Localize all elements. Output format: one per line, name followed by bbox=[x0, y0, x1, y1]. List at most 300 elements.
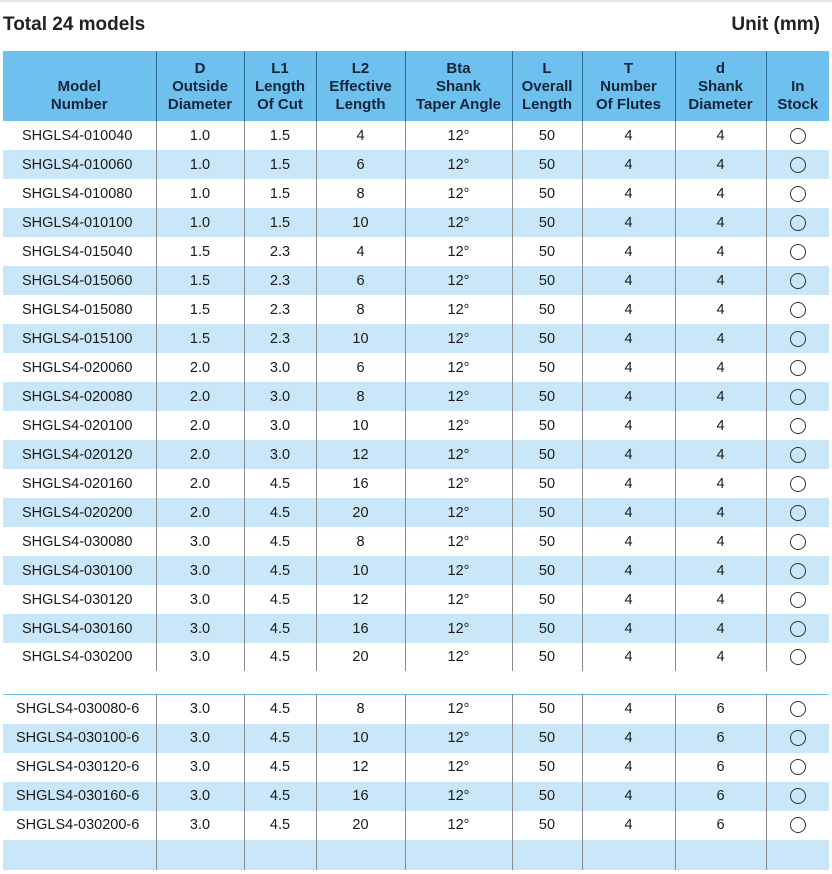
table-cell: 3.0 bbox=[156, 811, 244, 840]
table-cell: 4 bbox=[582, 353, 675, 382]
table-cell: 12° bbox=[405, 237, 512, 266]
model-number-cell: SHGLS4-020080 bbox=[3, 382, 156, 411]
table-cell: 50 bbox=[512, 469, 582, 498]
table-cell: 2.0 bbox=[156, 411, 244, 440]
table-row bbox=[3, 150, 829, 179]
table-row bbox=[3, 440, 829, 469]
model-number-cell: SHGLS4-010060 bbox=[3, 150, 156, 179]
table-cell: 50 bbox=[512, 585, 582, 614]
model-number-cell: SHGLS4-030160 bbox=[3, 614, 156, 643]
circle-icon bbox=[790, 788, 806, 804]
empty-cell bbox=[3, 840, 156, 870]
table-cell: 12° bbox=[405, 121, 512, 150]
table-cell: 20 bbox=[316, 498, 405, 527]
circle-icon bbox=[790, 331, 806, 347]
table-cell: 4 bbox=[582, 208, 675, 237]
table-cell: 12 bbox=[316, 753, 405, 782]
table-cell: 10 bbox=[316, 724, 405, 753]
table-cell: 4 bbox=[582, 556, 675, 585]
table-cell: 4 bbox=[582, 643, 675, 671]
model-number-cell: SHGLS4-015100 bbox=[3, 324, 156, 353]
column-header-1 bbox=[156, 51, 244, 121]
table-cell: 4 bbox=[675, 237, 766, 266]
empty-cell bbox=[582, 840, 675, 870]
table-cell: 12° bbox=[405, 353, 512, 382]
in-stock-cell bbox=[766, 469, 829, 498]
empty-row bbox=[3, 840, 829, 870]
in-stock-cell bbox=[766, 237, 829, 266]
table-cell: 4 bbox=[675, 440, 766, 469]
circle-icon bbox=[790, 157, 806, 173]
table-row bbox=[3, 585, 829, 614]
table-cell: 12° bbox=[405, 782, 512, 811]
column-header-line: T bbox=[623, 60, 634, 77]
column-header-line: Shank bbox=[435, 78, 481, 95]
table-cell: 4 bbox=[675, 150, 766, 179]
table-row bbox=[3, 643, 829, 671]
model-number-cell: SHGLS4-030200 bbox=[3, 643, 156, 671]
table-cell: 4.5 bbox=[244, 614, 316, 643]
table-cell: 4 bbox=[582, 150, 675, 179]
table-cell: 50 bbox=[512, 614, 582, 643]
circle-icon bbox=[790, 273, 806, 289]
table-row bbox=[3, 411, 829, 440]
column-header-5 bbox=[512, 51, 582, 121]
table-cell: 6 bbox=[675, 811, 766, 840]
table-cell: 50 bbox=[512, 695, 582, 724]
in-stock-cell bbox=[766, 353, 829, 382]
table-cell: 12° bbox=[405, 643, 512, 671]
table-cell: 4 bbox=[675, 208, 766, 237]
circle-icon bbox=[790, 186, 806, 202]
in-stock-cell bbox=[766, 527, 829, 556]
table-cell: 50 bbox=[512, 440, 582, 469]
table-cell: 50 bbox=[512, 121, 582, 150]
table-cell: 1.5 bbox=[156, 237, 244, 266]
table-cell: 4 bbox=[582, 179, 675, 208]
table-cell: 10 bbox=[316, 556, 405, 585]
column-header-4 bbox=[405, 51, 512, 121]
table-cell: 2.0 bbox=[156, 469, 244, 498]
in-stock-cell bbox=[766, 811, 829, 840]
table-row bbox=[3, 382, 829, 411]
table-cell: 1.5 bbox=[156, 324, 244, 353]
in-stock-cell bbox=[766, 411, 829, 440]
circle-icon bbox=[790, 701, 806, 717]
model-number-cell: SHGLS4-020100 bbox=[3, 411, 156, 440]
table-cell: 3.0 bbox=[156, 527, 244, 556]
table-header-row bbox=[3, 51, 829, 121]
table-cell: 12 bbox=[316, 585, 405, 614]
table-cell: 3.0 bbox=[244, 382, 316, 411]
model-number-cell: SHGLS4-015040 bbox=[3, 237, 156, 266]
in-stock-cell bbox=[766, 121, 829, 150]
table-cell: 12° bbox=[405, 585, 512, 614]
empty-cell bbox=[316, 840, 405, 870]
table-cell: 4 bbox=[675, 353, 766, 382]
model-number-cell: SHGLS4-010040 bbox=[3, 121, 156, 150]
table-cell: 12° bbox=[405, 724, 512, 753]
table-cell: 10 bbox=[316, 411, 405, 440]
table-cell: 12° bbox=[405, 695, 512, 724]
table-cell: 6 bbox=[675, 695, 766, 724]
empty-cell bbox=[244, 840, 316, 870]
table-cell: 3.0 bbox=[156, 724, 244, 753]
in-stock-cell bbox=[766, 179, 829, 208]
table-cell: 4 bbox=[675, 556, 766, 585]
table-cell: 12° bbox=[405, 811, 512, 840]
table-cell: 1.5 bbox=[244, 179, 316, 208]
model-number-cell: SHGLS4-020120 bbox=[3, 440, 156, 469]
table-cell: 4 bbox=[582, 585, 675, 614]
model-number-cell: SHGLS4-030120 bbox=[3, 585, 156, 614]
table-cell: 4 bbox=[582, 266, 675, 295]
table-cell: 8 bbox=[316, 179, 405, 208]
column-header-line: d bbox=[715, 60, 726, 77]
circle-icon bbox=[790, 759, 806, 775]
table-cell: 2.0 bbox=[156, 353, 244, 382]
circle-icon bbox=[790, 730, 806, 746]
table-cell: 3.0 bbox=[156, 585, 244, 614]
table-cell: 2.3 bbox=[244, 295, 316, 324]
in-stock-cell bbox=[766, 782, 829, 811]
table-cell: 50 bbox=[512, 150, 582, 179]
table-cell: 12° bbox=[405, 753, 512, 782]
table-cell: 4 bbox=[675, 295, 766, 324]
table-cell: 1.5 bbox=[244, 121, 316, 150]
table-cell: 2.3 bbox=[244, 266, 316, 295]
table-cell: 4 bbox=[582, 382, 675, 411]
table-cell: 4.5 bbox=[244, 695, 316, 724]
in-stock-cell bbox=[766, 324, 829, 353]
table-cell: 6 bbox=[316, 150, 405, 179]
table-cell: 50 bbox=[512, 643, 582, 671]
circle-icon bbox=[790, 128, 806, 144]
table-cell: 50 bbox=[512, 527, 582, 556]
column-header-line: Length bbox=[255, 78, 305, 95]
table-cell: 4 bbox=[582, 753, 675, 782]
model-number-cell: SHGLS4-030080-6 bbox=[3, 695, 156, 724]
in-stock-cell bbox=[766, 150, 829, 179]
table-cell: 50 bbox=[512, 811, 582, 840]
table-cell: 3.0 bbox=[156, 695, 244, 724]
table-cell: 12° bbox=[405, 440, 512, 469]
models-table-6mm-shank bbox=[3, 694, 829, 870]
table-cell: 4 bbox=[675, 382, 766, 411]
in-stock-cell bbox=[766, 556, 829, 585]
empty-cell bbox=[405, 840, 512, 870]
table-cell: 50 bbox=[512, 353, 582, 382]
table-cell: 6 bbox=[316, 353, 405, 382]
table-cell: 50 bbox=[512, 295, 582, 324]
table-cell: 6 bbox=[675, 724, 766, 753]
column-header-line: Length bbox=[335, 96, 386, 113]
circle-icon bbox=[790, 447, 806, 463]
circle-icon bbox=[790, 817, 806, 833]
table-row bbox=[3, 469, 829, 498]
column-header-line: Length bbox=[522, 96, 572, 113]
model-number-cell: SHGLS4-015060 bbox=[3, 266, 156, 295]
circle-icon bbox=[790, 360, 806, 376]
model-number-cell: SHGLS4-015080 bbox=[3, 295, 156, 324]
table-cell: 1.0 bbox=[156, 179, 244, 208]
model-number-cell: SHGLS4-030200-6 bbox=[3, 811, 156, 840]
table-cell: 4 bbox=[316, 237, 405, 266]
model-number-cell: SHGLS4-020160 bbox=[3, 469, 156, 498]
table-row bbox=[3, 179, 829, 208]
table-cell: 2.3 bbox=[244, 237, 316, 266]
column-header-line: Model bbox=[57, 78, 101, 95]
table-cell: 4 bbox=[675, 411, 766, 440]
table-row bbox=[3, 753, 829, 782]
table-cell: 3.0 bbox=[156, 753, 244, 782]
table-cell: 8 bbox=[316, 382, 405, 411]
table-row bbox=[3, 324, 829, 353]
in-stock-cell bbox=[766, 498, 829, 527]
column-header-line: Diameter bbox=[167, 96, 233, 113]
table-cell: 4.5 bbox=[244, 469, 316, 498]
circle-icon bbox=[790, 563, 806, 579]
table-cell: 4.5 bbox=[244, 643, 316, 671]
table-cell: 3.0 bbox=[156, 782, 244, 811]
column-header-line: Of Flutes bbox=[595, 96, 661, 113]
table-cell: 4.5 bbox=[244, 782, 316, 811]
table-cell: 12° bbox=[405, 150, 512, 179]
column-header-line: Number bbox=[50, 96, 108, 113]
table-cell: 4 bbox=[582, 469, 675, 498]
models-table bbox=[3, 51, 829, 671]
model-number-cell: SHGLS4-030100 bbox=[3, 556, 156, 585]
table-cell: 8 bbox=[316, 295, 405, 324]
table-cell: 4 bbox=[582, 121, 675, 150]
column-header-line: D bbox=[194, 60, 206, 77]
table-row bbox=[3, 556, 829, 585]
column-header-line bbox=[3, 60, 156, 78]
table-cell: 4 bbox=[675, 614, 766, 643]
circle-icon bbox=[790, 621, 806, 637]
unit-label: Unit (mm) bbox=[731, 14, 820, 35]
in-stock-cell bbox=[766, 643, 829, 671]
table-cell: 4 bbox=[582, 498, 675, 527]
model-number-cell: SHGLS4-030160-6 bbox=[3, 782, 156, 811]
table-cell: 3.0 bbox=[244, 353, 316, 382]
table-cell: 3.0 bbox=[244, 440, 316, 469]
table-cell: 12° bbox=[405, 179, 512, 208]
column-header-line: Bta bbox=[446, 60, 471, 77]
table-body-second bbox=[3, 695, 829, 870]
table-cell: 4 bbox=[582, 782, 675, 811]
column-header-3 bbox=[316, 51, 405, 121]
table-cell: 20 bbox=[316, 643, 405, 671]
table-cell: 6 bbox=[675, 753, 766, 782]
table-row bbox=[3, 724, 829, 753]
table-cell: 6 bbox=[316, 266, 405, 295]
in-stock-cell bbox=[766, 266, 829, 295]
table-cell: 50 bbox=[512, 556, 582, 585]
circle-icon bbox=[790, 389, 806, 405]
table-row bbox=[3, 695, 829, 724]
table-cell: 50 bbox=[512, 753, 582, 782]
column-header-line: Number bbox=[600, 78, 657, 95]
circle-icon bbox=[790, 592, 806, 608]
column-header-6 bbox=[582, 51, 675, 121]
table-cell: 8 bbox=[316, 695, 405, 724]
top-rule bbox=[0, 0, 832, 2]
table-cell: 4 bbox=[675, 324, 766, 353]
table-cell: 1.5 bbox=[156, 266, 244, 295]
table-cell: 4.5 bbox=[244, 724, 316, 753]
circle-icon bbox=[790, 534, 806, 550]
table-cell: 4 bbox=[675, 266, 766, 295]
column-header-line: In bbox=[791, 78, 805, 95]
table-row bbox=[3, 208, 829, 237]
table-cell: 4 bbox=[316, 121, 405, 150]
model-number-cell: SHGLS4-020200 bbox=[3, 498, 156, 527]
table-cell: 4 bbox=[582, 695, 675, 724]
table-cell: 4 bbox=[582, 614, 675, 643]
table-cell: 1.5 bbox=[156, 295, 244, 324]
table-cell: 1.0 bbox=[156, 150, 244, 179]
table-cell: 12 bbox=[316, 440, 405, 469]
column-header-line: L2 bbox=[351, 60, 370, 77]
table-cell: 3.0 bbox=[244, 411, 316, 440]
column-header-line: Overall bbox=[521, 78, 573, 95]
model-number-cell: SHGLS4-030120-6 bbox=[3, 753, 156, 782]
column-header-line: L bbox=[542, 60, 552, 77]
table-cell: 1.0 bbox=[156, 208, 244, 237]
table-row bbox=[3, 353, 829, 382]
table-cell: 4.5 bbox=[244, 527, 316, 556]
table-cell: 4 bbox=[582, 324, 675, 353]
table-cell: 4 bbox=[582, 440, 675, 469]
title-bar bbox=[0, 12, 832, 40]
in-stock-cell bbox=[766, 614, 829, 643]
table-cell: 4 bbox=[582, 811, 675, 840]
column-header-line: Diameter bbox=[688, 96, 753, 113]
table-cell: 1.0 bbox=[156, 121, 244, 150]
table-cell: 4 bbox=[675, 643, 766, 671]
table-cell: 10 bbox=[316, 324, 405, 353]
table-cell: 12° bbox=[405, 382, 512, 411]
table-row bbox=[3, 614, 829, 643]
table-cell: 6 bbox=[675, 782, 766, 811]
table-cell: 50 bbox=[512, 266, 582, 295]
table-cell: 10 bbox=[316, 208, 405, 237]
column-header-line: Outside bbox=[172, 78, 228, 95]
table-cell: 4 bbox=[582, 295, 675, 324]
table-row bbox=[3, 527, 829, 556]
empty-cell bbox=[675, 840, 766, 870]
in-stock-cell bbox=[766, 695, 829, 724]
circle-icon bbox=[790, 215, 806, 231]
table-cell: 1.5 bbox=[244, 208, 316, 237]
in-stock-cell bbox=[766, 295, 829, 324]
model-number-cell: SHGLS4-010100 bbox=[3, 208, 156, 237]
table-cell: 16 bbox=[316, 469, 405, 498]
circle-icon bbox=[790, 418, 806, 434]
empty-cell bbox=[766, 840, 829, 870]
table-cell: 4.5 bbox=[244, 585, 316, 614]
column-header-line: Of Cut bbox=[257, 96, 303, 113]
table-cell: 4 bbox=[675, 527, 766, 556]
table-cell: 3.0 bbox=[156, 556, 244, 585]
table-cell: 4 bbox=[675, 585, 766, 614]
model-number-cell: SHGLS4-030080 bbox=[3, 527, 156, 556]
table-cell: 50 bbox=[512, 382, 582, 411]
in-stock-cell bbox=[766, 440, 829, 469]
model-number-cell: SHGLS4-020060 bbox=[3, 353, 156, 382]
table-cell: 4 bbox=[675, 469, 766, 498]
table-cell: 4 bbox=[582, 237, 675, 266]
model-number-cell: SHGLS4-010080 bbox=[3, 179, 156, 208]
table-cell: 2.0 bbox=[156, 440, 244, 469]
total-models-label: Total 24 models bbox=[3, 14, 146, 35]
table-cell: 4.5 bbox=[244, 556, 316, 585]
table-row bbox=[3, 811, 829, 840]
table-cell: 8 bbox=[316, 527, 405, 556]
in-stock-cell bbox=[766, 208, 829, 237]
model-number-cell: SHGLS4-030100-6 bbox=[3, 724, 156, 753]
column-header-line: Effective bbox=[329, 78, 392, 95]
table-row bbox=[3, 295, 829, 324]
column-header-line: L1 bbox=[271, 60, 289, 77]
column-header-line: Shank bbox=[697, 78, 743, 95]
table-cell: 50 bbox=[512, 411, 582, 440]
empty-cell bbox=[156, 840, 244, 870]
table-cell: 4 bbox=[582, 527, 675, 556]
table-cell: 20 bbox=[316, 811, 405, 840]
table-cell: 50 bbox=[512, 208, 582, 237]
circle-icon bbox=[790, 302, 806, 318]
in-stock-cell bbox=[766, 724, 829, 753]
table-cell: 4 bbox=[675, 179, 766, 208]
table-body-main bbox=[3, 121, 829, 671]
table-cell: 50 bbox=[512, 179, 582, 208]
table-cell: 2.0 bbox=[156, 382, 244, 411]
table-row bbox=[3, 237, 829, 266]
circle-icon bbox=[790, 649, 806, 665]
table-cell: 4 bbox=[582, 724, 675, 753]
column-header-8 bbox=[766, 51, 829, 121]
column-header-7 bbox=[675, 51, 766, 121]
table-cell: 3.0 bbox=[156, 614, 244, 643]
table-cell: 12° bbox=[405, 469, 512, 498]
table-cell: 50 bbox=[512, 782, 582, 811]
table-cell: 4.5 bbox=[244, 811, 316, 840]
table-cell: 12° bbox=[405, 411, 512, 440]
table-row bbox=[3, 498, 829, 527]
table-cell: 12° bbox=[405, 324, 512, 353]
table-cell: 12° bbox=[405, 498, 512, 527]
table-cell: 12° bbox=[405, 527, 512, 556]
table-row bbox=[3, 266, 829, 295]
table-cell: 4 bbox=[675, 498, 766, 527]
circle-icon bbox=[790, 505, 806, 521]
table-cell: 4 bbox=[582, 411, 675, 440]
table-cell: 4.5 bbox=[244, 753, 316, 782]
in-stock-cell bbox=[766, 382, 829, 411]
column-header-line bbox=[767, 60, 830, 78]
circle-icon bbox=[790, 476, 806, 492]
in-stock-cell bbox=[766, 753, 829, 782]
table-cell: 4.5 bbox=[244, 498, 316, 527]
table-cell: 12° bbox=[405, 266, 512, 295]
table-cell: 3.0 bbox=[156, 643, 244, 671]
table-cell: 4 bbox=[675, 121, 766, 150]
table-cell: 50 bbox=[512, 324, 582, 353]
circle-icon bbox=[790, 244, 806, 260]
table-cell: 2.0 bbox=[156, 498, 244, 527]
